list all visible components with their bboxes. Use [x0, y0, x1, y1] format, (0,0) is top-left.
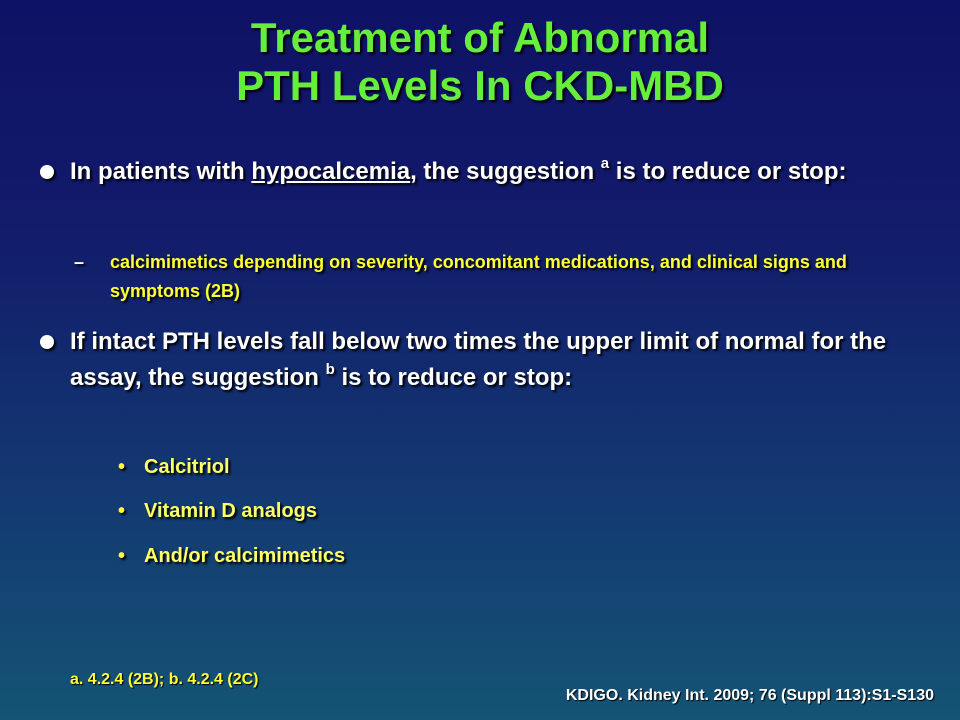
footnote-marker: b: [325, 361, 335, 378]
bullet-text: [70, 154, 930, 190]
bullet-text-part: is to reduce or stop:: [609, 158, 847, 185]
sub-point-text: [110, 248, 930, 306]
sub-point-text-part: calcimimetics depending on severity, concomitant medications, and clinical signs and symptoms: [110, 252, 847, 301]
bullet-dot-icon: [40, 335, 54, 349]
dash-marker: –: [74, 252, 85, 272]
footnote: a. 4.2.4 (2B); b. 4.2.4 (2C): [70, 671, 259, 688]
list-item-text: Vitamin D analogs: [144, 500, 318, 522]
bullet-text-part: If intact PTH levels fall below two times the upper limit of normal for the assay, the suggestion: [70, 328, 887, 391]
bullet-text-part: , the suggestion: [410, 158, 601, 185]
list-item-text: And/or calcimimetics: [144, 545, 346, 567]
list-item-text: Calcitriol: [144, 456, 230, 478]
bullet-marker: •: [118, 500, 126, 522]
bullet-text-part: In patients with: [70, 158, 252, 185]
bullet-text-part: is to reduce or stop:: [334, 364, 573, 391]
citation: KDIGO. Kidney Int. 2009; 76 (Suppl 113):S1-S130: [565, 687, 934, 704]
bullet-marker: •: [118, 545, 126, 567]
underlined-term: hypocalcemia: [251, 158, 411, 185]
bullet-marker: •: [118, 456, 126, 478]
title-line-2: PTH Levels In CKD-MBD: [236, 62, 724, 109]
footnote-marker: a: [600, 155, 610, 172]
bullet-text: [70, 324, 930, 396]
evidence-grade: (2B): [205, 281, 241, 301]
title-line-1: Treatment of Abnormal: [250, 14, 710, 61]
bullet-dot-icon: [40, 165, 54, 179]
slide-title: [0, 14, 960, 110]
